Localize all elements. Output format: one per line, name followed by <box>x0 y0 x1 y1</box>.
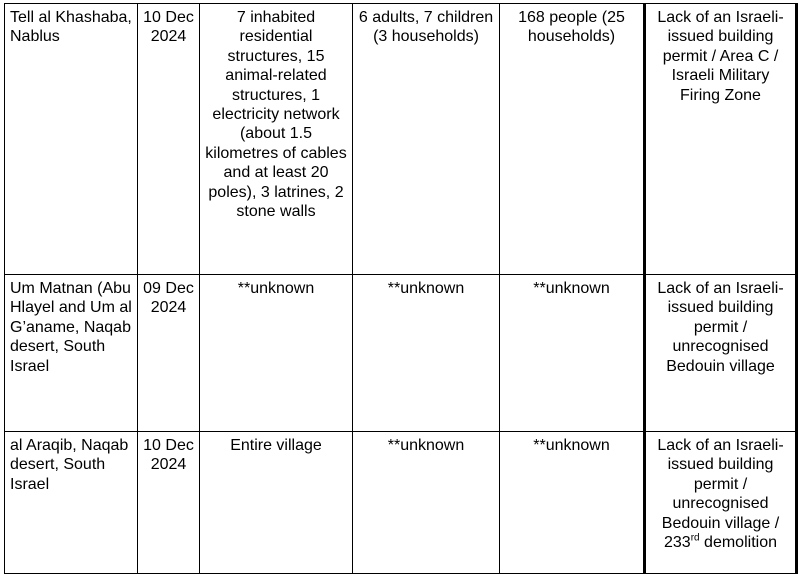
date-cell: 10 Dec 2024 <box>138 4 200 275</box>
affected-cell: **unknown <box>500 432 645 574</box>
demolitions-table <box>4 3 798 574</box>
location-cell: Um Matnan (Abu Hlayel and Um al G’aname, Naqab desert, South Israel <box>5 275 138 432</box>
location-cell: al Araqib, Naqab desert, South Israel <box>5 432 138 574</box>
displaced-cell: **unknown <box>353 432 500 574</box>
table-row <box>5 432 797 574</box>
location-cell: Tell al Khashaba, Nablus <box>5 4 138 275</box>
affected-cell: **unknown <box>500 275 645 432</box>
reason-text: Lack of an Israeli-issued building permit / unrecognised Bedouin village / 233 <box>657 437 784 552</box>
table-row <box>5 4 797 275</box>
displaced-cell: 6 adults, 7 children (3 households) <box>353 4 500 275</box>
date-cell: 10 Dec 2024 <box>138 432 200 574</box>
reason-cell: Lack of an Israeli-issued building permit / unrecognised Bedouin village <box>645 275 797 432</box>
structures-cell: Entire village <box>200 432 353 574</box>
structures-cell: 7 inhabited residential structures, 15 animal-related structures, 1 electricity network (about 1.5 kilometres of cables and at least 20 poles), 3 latrines, 2 stone walls <box>200 4 353 275</box>
structures-cell: **unknown <box>200 275 353 432</box>
reason-cell <box>645 432 797 574</box>
reason-cell: Lack of an Israeli-issued building permit / Area C / Israeli Military Firing Zone <box>645 4 797 275</box>
reason-tail: demolition <box>699 534 777 552</box>
date-cell: 09 Dec 2024 <box>138 275 200 432</box>
ordinal-suffix: rd <box>690 532 700 544</box>
displaced-cell: **unknown <box>353 275 500 432</box>
affected-cell: 168 people (25 households) <box>500 4 645 275</box>
table-row <box>5 275 797 432</box>
